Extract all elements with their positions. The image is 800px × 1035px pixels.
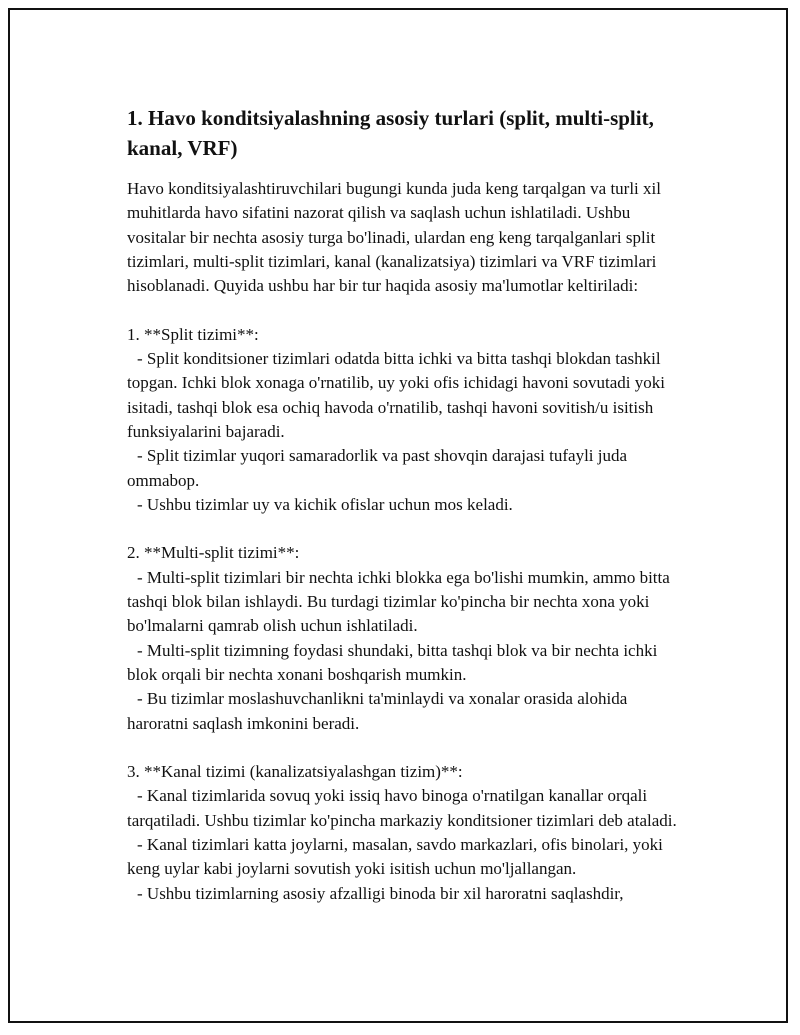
multi-split-section-title: 2. **Multi-split tizimi**: bbox=[127, 543, 300, 563]
split-bullet-3: - Ushbu tizimlar uy va kichik ofislar uchun mos keladi. bbox=[137, 494, 513, 514]
spacer bbox=[127, 298, 687, 322]
spacer bbox=[127, 736, 687, 760]
multi-split-bullet-2: - Multi-split tizimning foydasi shundaki, bitta tashqi blok va bir nechta ichki blok orqali bir nechta xonani boshqarish mumkin. bbox=[127, 640, 658, 684]
split-section-title: 1. **Split tizimi**: bbox=[127, 324, 259, 344]
document-body bbox=[127, 103, 687, 906]
multi-split-bullet-1: - Multi-split tizimlari bir nechta ichki blokka ega bo'lishi mumkin, ammo bitta tashqi blok bilan ishlaydi. Bu turdagi tizimlar ko'pincha bir nechta xona yoki bo'lmalarni qamrab olish uchun ishlatiladi. bbox=[127, 567, 670, 636]
kanal-bullet-3: - Ushbu tizimlarning asosiy afzalligi binoda bir xil haroratni saqlashdir, bbox=[137, 883, 624, 903]
split-bullet-2: - Split tizimlar yuqori samaradorlik va past shovqin darajasi tufayli juda ommabop. bbox=[127, 446, 628, 490]
kanal-bullet-1: - Kanal tizimlarida sovuq yoki issiq havo binoga o'rnatilgan kanallar orqali tarqatiladi. Ushbu tizimlar ko'pincha markaziy konditsioner tizimlari deb ataladi. bbox=[127, 786, 677, 830]
multi-split-bullet-3: - Bu tizimlar moslashuvchanlikni ta'minlaydi va xonalar orasida alohida haroratni saqlash imkonini beradi. bbox=[127, 689, 628, 733]
split-bullet-1: - Split konditsioner tizimlari odatda bitta ichki va bitta tashqi blokdan tashkil topgan. Ichki blok xonaga o'rnatilib, uy yoki ofis ichidagi havoni sovutadi yoki isitadi, tashqi blok esa ochiq havoda o'rnatilib, tashqi havoni sovitish/u isitish funksiyalarini bajaradi. bbox=[127, 349, 666, 441]
page-frame bbox=[8, 8, 788, 1023]
section-heading: 1. Havo konditsiyalashning asosiy turlari (split, multi-split, kanal, VRF) bbox=[127, 106, 654, 160]
intro-paragraph: Havo konditsiyalashtiruvchilari bugungi kunda juda keng tarqalgan va turli xil muhitlarda havo sifatini nazorat qilish va saqlash uchun ishlatiladi. Ushbu vositalar bir nechta asosiy turga bo'linadi, ulardan eng keng tarqalganlari split tizimlari, multi-split tizimlari, kanal (kanalizatsiya) tizimlari va VRF tizimlari hisoblanadi. Quyida ushbu har bir tur haqida asosiy ma'lumotlar keltiriladi: bbox=[127, 179, 661, 296]
kanal-bullet-2: - Kanal tizimlari katta joylarni, masalan, savdo markazlari, ofis binolari, yoki keng uylar kabi joylarni sovutish yoki isitish uchun mo'ljallangan. bbox=[127, 835, 663, 879]
kanal-section-title: 3. **Kanal tizimi (kanalizatsiyalashgan tizim)**: bbox=[127, 762, 463, 782]
spacer bbox=[127, 517, 687, 541]
